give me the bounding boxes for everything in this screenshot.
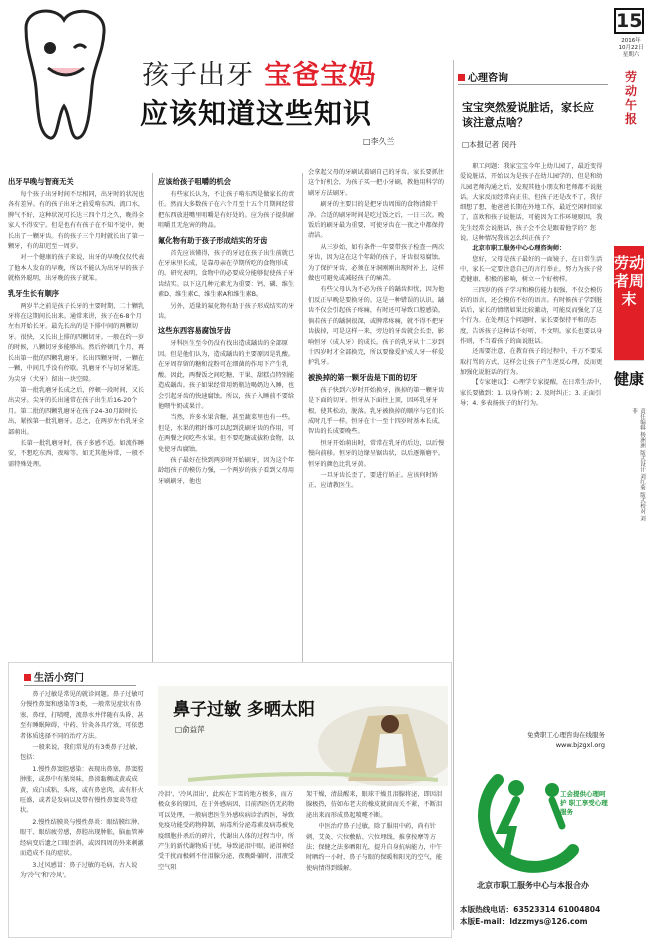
article-column-2 bbox=[158, 173, 298, 673]
article-column-3 bbox=[308, 168, 448, 673]
tooth-mascot-illustration bbox=[8, 6, 118, 146]
paragraph: 孩子最好在快到两岁时开始刷牙，因为这个年龄组孩子的模仿力强，一个两岁的孩子看到父母用牙刷刷牙，他也 bbox=[158, 456, 295, 485]
divider bbox=[458, 84, 608, 85]
section-subtitle: 健康 bbox=[614, 360, 644, 400]
subheading: 出牙早晚与智商无关 bbox=[8, 177, 74, 186]
paragraph: 另外，适量的氟化物有助于孩子形成结实的牙齿。 bbox=[158, 302, 295, 321]
psychology-label-text: 心理咨询 bbox=[468, 73, 508, 84]
paragraph: 会拿起父母的牙刷试着刷自己的牙齿。家长要抓住这个好机会，为孩子买一把小牙刷，教他用科学的刷牙方法刷牙。 bbox=[308, 169, 445, 197]
paragraph: 1.慢性鼻窦腔感染：表现出鼻塞，鼻窦腔肿胀，或鼻中有脓臭味，鼻涕黏稠或黄或成黄，成白成粘，头疼，或有鼻息肉，或有肝火旺盛，或者是发病以及带有慢性鼻窦炎等症状。 bbox=[20, 765, 144, 815]
life-article-byline: □俞益萍 bbox=[175, 725, 205, 734]
headline-part2: 宝爸宝妈 bbox=[264, 60, 377, 91]
paragraph: 第一批乳磨牙长成之后，停顿一段时间，又长出尖牙。尖牙的长出通常在孩子出生后16-20个月。第二批的四颗乳磨牙在孩子24-30月龄时长出，紧挨第一批乳磨牙。总之，在两岁左右乳牙全部萌出。 bbox=[8, 386, 145, 436]
paragraph: 还需要注意，在教育孩子的过程中，千万不要采取打骂的方式，这样会让孩子产生逆反心理，反而更加强化说脏话的行为。 bbox=[460, 348, 603, 376]
paragraph: 【专家建议】：心理学专家提醒，在日常生活中，家长要做到：1. 以身作则；2. 及时纠正；3. 正面引导；4. 多表扬孩子的好行为。 bbox=[460, 379, 606, 407]
paragraph: 职工问题：我家宝宝今年上幼儿园了，最近变得爱说脏话，开始以为是孩子在幼儿园学的，但是和幼儿园老师沟通之后，发现其他小朋友和老师都不说脏话。大家反而经常向正佳，但孩子还是改不了，我仔细想了想，他爸爸长期在外地工作，最近空闲时回家了，喜欢和孩子说脏话，可能因为工作环境原因，我先生经常会说脏话，孩子会不会是跟着他学的？您说，这种情况我该怎么纠正孩子？ bbox=[460, 163, 603, 243]
subheading: 氟化物有助于孩子形成结实的牙齿 bbox=[158, 235, 268, 245]
issue-date: 2016年 10月22日 星期六 bbox=[618, 38, 644, 58]
service-url[interactable]: www.bjzgxl.org bbox=[555, 741, 605, 749]
subheading: 这些东西容易腐蚀牙齿 bbox=[158, 326, 231, 336]
article-column-1 bbox=[8, 173, 148, 663]
paragraph: 有些家长认为，不让孩子啃东西是做家长的责任。然而大多数孩子在六个月至十五个月期间经常把东西放进嘴里咀嚼是有好处的。应为孩子提供耐咀嚼且无危害的物品。 bbox=[158, 191, 295, 230]
email-text[interactable]: 本版E-mail：ldzzmys@126.com bbox=[460, 917, 588, 926]
paragraph: 刷牙的主要目的是把牙齿周围的食物清除干净。合适的刷牙时间是吃过饭之后，一日三次。晚饭后的刷牙最为重要，可使牙齿在一夜之中都保持清洁。 bbox=[308, 201, 445, 240]
red-square-icon bbox=[458, 74, 465, 81]
paragraph: 有些父母认为不必为孩子的龋齿担忧，因为他们反正早晚是要换牙的。这是一种错误的认识。龋齿不仅会引起孩子疼痛，有时还可导致口腔感染。倘若孩子的龋洞很深，或脾常疼痛，就不得不把牙齿拔掉，可是这样一来，旁边的牙齿就会长歪，影响恒牙（成人牙）的成长。孩子的乳牙从十二岁到十四岁时才全部换完，所以要像爱护成人牙一样爱护乳牙。 bbox=[308, 286, 445, 367]
subheading: 乳牙生长有顺序 bbox=[8, 288, 60, 298]
paragraph: 三四岁的孩子学习和模仿能力很强，不仅会模仿好的语言，还会模仿不好的语言。有时候孩子学到脏话后，家长的情绪如果比较激动，可能反而强化了这个行为。在处理这个问题时，家长要保持平和的态度，告诉孩子这种话不好听、不文明。家长也要以身作则，不当着孩子的面说脏话。 bbox=[460, 286, 603, 346]
paragraph: 长第一批乳磨牙时，孩子多感不适。如流作睡安，不想吃东西，夜啼等。如无其他异常，一般不需特殊处理。 bbox=[8, 439, 145, 468]
page-number: 15 bbox=[616, 10, 643, 32]
hotline-text: 本版热线电话：63523314 61004804 bbox=[460, 905, 601, 914]
paragraph: 恒牙开始萌出时，常常在乳牙的后边，以后慢慢向前移。恒牙的边缘呈锯齿状，以后逐渐磨平。恒牙的颜色比乳牙黄。 bbox=[308, 439, 445, 468]
paragraph: 每个孩子出牙时间不尽相同，出牙时的状况也各有差异。有的孩子出牙之前爱啃东西、流口水，脾气不好，这种状况可长达三四个月之久，晚得全家人不得安宁。但是也有有孩子在不知不觉中，便长出了一颗牙齿。有的孩子三个月时就长出了第一颗牙，有的却迟至一周岁。 bbox=[8, 191, 145, 251]
paragraph: 架干燥，清晨醒来，眼球干燥且泪腺将泌，即因泪腺极热，仿如布老夫的橡皮就窗而关不紧，不断泪泌出来而形成鼻起喷嚏不断。 bbox=[306, 791, 443, 819]
divider bbox=[152, 173, 153, 663]
paragraph: 牙科医生至今仍没有找出造成龋齿的全部原因。但是他们认为，造成龋齿的主要原因是乳酸。在牙周存留的糖和淀粉可在细菌的作用下产生乳酸。因此，两餐饭之间吃糖、干果、甜糕点特别能造成龋齿。孩子如果经常用奶瓶边喝奶边入睡，也会引起牙齿的快速腐蚀。所以，孩子入睡前不要给他喂牛奶或果汁。 bbox=[158, 340, 295, 410]
newspaper-logo: 劳动午报 bbox=[624, 70, 637, 126]
life-column-1 bbox=[20, 690, 144, 935]
life-article-title: 鼻子过敏 多晒太阳 bbox=[173, 700, 315, 720]
paragraph: 一般来说，我们常见的有3类鼻子过敏，包括： bbox=[20, 744, 142, 762]
headline-line2: 应该知道这些知识 bbox=[140, 97, 373, 130]
red-square-icon bbox=[24, 674, 31, 681]
psychology-title: 宝宝突然爱说脏话，家长应该注意点啥？ bbox=[462, 101, 594, 129]
paragraph: 当然，许多水果含糖，甚至蔬菜里也有一些。但是，水果的粗纤维可以起到洗刷牙齿的作用，可在两餐之间吃些水果。但不要吃糖或拔粉食物，以免使牙齿腐蚀。 bbox=[158, 414, 295, 453]
paragraph: 孩子快到六岁时开始换牙，换掉的第一颗牙齿是下面的切牙。恒牙从下面往上顶，因环乳牙牙根，使其松动，脱落。乳牙被换掉的顺序与它们长成时几乎一样。恒牙在十一至十四岁时基本长成，智齿的长成要晚些。 bbox=[308, 386, 445, 436]
counselor-label: 北京市职工服务中心心理咨询师： bbox=[472, 245, 566, 253]
psychology-body bbox=[460, 162, 608, 730]
paragraph: 您好，父母是孩子最好的一面镜子，在日常生活中，家长一定要注意自己的言行举止，努力为孩子营造健康、积极的影响，树立一个好榜样。 bbox=[460, 255, 603, 284]
life-column-3 bbox=[306, 790, 448, 935]
paragraph: 中医治疗鼻子过敏，除了服用中药，尚有针刺、艾灸、穴位敷贴、穴位埋线、推拿按摩等方法；保健之法多晒阳光，提升自身抗病能力，中午时晒约一小时，鼻子与眼的保暖和阳光的空气，能使病情得到缓解。 bbox=[306, 823, 443, 872]
life-label-text: 生活小窍门 bbox=[34, 673, 84, 684]
subheading: 应该给孩子咀嚼的机会 bbox=[158, 177, 231, 186]
paragraph: 两岁半之前是孩子长牙的主要时期，二十颗乳牙将在这期间长出来。通常来讲，孩子在6-8个月左右开始长牙。最先长出的是下排中间的两颗切牙。很快，又长出上排的四颗切牙。一般在约一岁的时候，八颗切牙多能够出。然后停顿几个月，再长出第一批的四颗乳磨牙。长出四颗牙时，一颗在一颗，中间几乎没有停歇。乳磨牙不与切牙紧连，为尖牙（犬牙）留出一块空隙。 bbox=[8, 302, 145, 383]
paragraph: 冷泪'、'冷风泪出'，此疾在下雪的地方极多，而方极众多的原因，在于外感病因，目前西医仍无药物可以处理，一般病患医生外感疾病诊治西医，导致免疫功能受药物抑制，病毒所分泌毒素及病毒被免疫细胞扑杀后的碎片，代谢出人体的过程当中，所产生的新代谢物质于忧，导致泌泪中眼，泌泪神经受干扰而极刺不住泪腺分泌，夜晚卧躺时，泪液受空气阻 bbox=[158, 791, 295, 871]
divider bbox=[302, 173, 303, 663]
paragraph: 鼻子过敏是常见的就诊问题。鼻子过敏可分慢性鼻窦和感染等3类，一般常见症状有鼻塞、鼻痒，打喷嚏，流鼻水并伴随有头昏、甚至有睡眠障碍，中药、针灸各具疗效，可依患者体质选择不同的治疗方法。 bbox=[20, 691, 144, 740]
paragraph: 从三岁始，如有条件一年要带孩子检查一两次牙齿，因为这在这个年龄的孩子，牙齿很易腐蚀。为了保护牙齿，必须在牙洞刚刚出现时补上，这样做也可避免或减轻孩子的痛苦。 bbox=[308, 243, 445, 283]
logo-slogan: 工会提供心理呵护 职工享受心理服务 bbox=[560, 790, 608, 816]
divider bbox=[24, 685, 136, 686]
service-center-logo bbox=[458, 760, 608, 880]
logo-organization: 北京市职工服务中心与本报合办 bbox=[477, 881, 589, 890]
paragraph: 3.过风感冒：鼻子过敏的毛病，古人说为'冷气'和'冷风'。 bbox=[20, 861, 138, 879]
service-label: 免费职工心理咨询在线服务 bbox=[527, 731, 605, 739]
headline-line1 bbox=[142, 56, 376, 95]
divider bbox=[453, 60, 454, 930]
editor-credits: 责任编辑 杨洲洲 版式设计 刘红菊 版式校对 刘 菲 bbox=[631, 408, 645, 522]
life-column-2 bbox=[158, 790, 298, 935]
paragraph: 2.慢性结膜炎与慢性鼻炎：眼结膜红肿、眼干、眼结疲劳感，鼻腔出现肿胀，脑血管神经病变后遗之口眼歪斜，或因四周的外来刺激而造成不良的症状。 bbox=[20, 818, 144, 858]
paragraph: 对一个健康的孩子来说，出牙的早晚仅仅代表了他本人发育的早晚，所以不能认为出牙早的孩子就格外聪明，出牙晚的孩子就笨。 bbox=[8, 254, 145, 283]
headline-part1: 孩子出牙 bbox=[142, 60, 254, 91]
paragraph: 首先应该懂得，孩子的牙冠在孩子出生前就已在牙床里长成，是靠母亲在孕期所吃的食物形成的。研究表明，食物中的必要成分能够促使孩子牙齿结实。以下这几种元素尤为重要：钙、磷、维生素D、维生素C、维生素A和维生素B。 bbox=[158, 249, 295, 299]
section-banner: 劳动者周末 bbox=[614, 246, 644, 362]
psychology-footer bbox=[470, 730, 605, 750]
contact-info bbox=[460, 904, 610, 928]
subheading: 被换掉的第一颗牙齿是下面的切牙 bbox=[308, 372, 418, 382]
psychology-byline: □本报记者 闵丹 bbox=[462, 140, 517, 149]
main-byline: □李久兰 bbox=[363, 137, 395, 146]
paragraph: 一旦牙齿长歪了，要进行矫正。应该何时矫正，应请教医生。 bbox=[308, 471, 438, 490]
